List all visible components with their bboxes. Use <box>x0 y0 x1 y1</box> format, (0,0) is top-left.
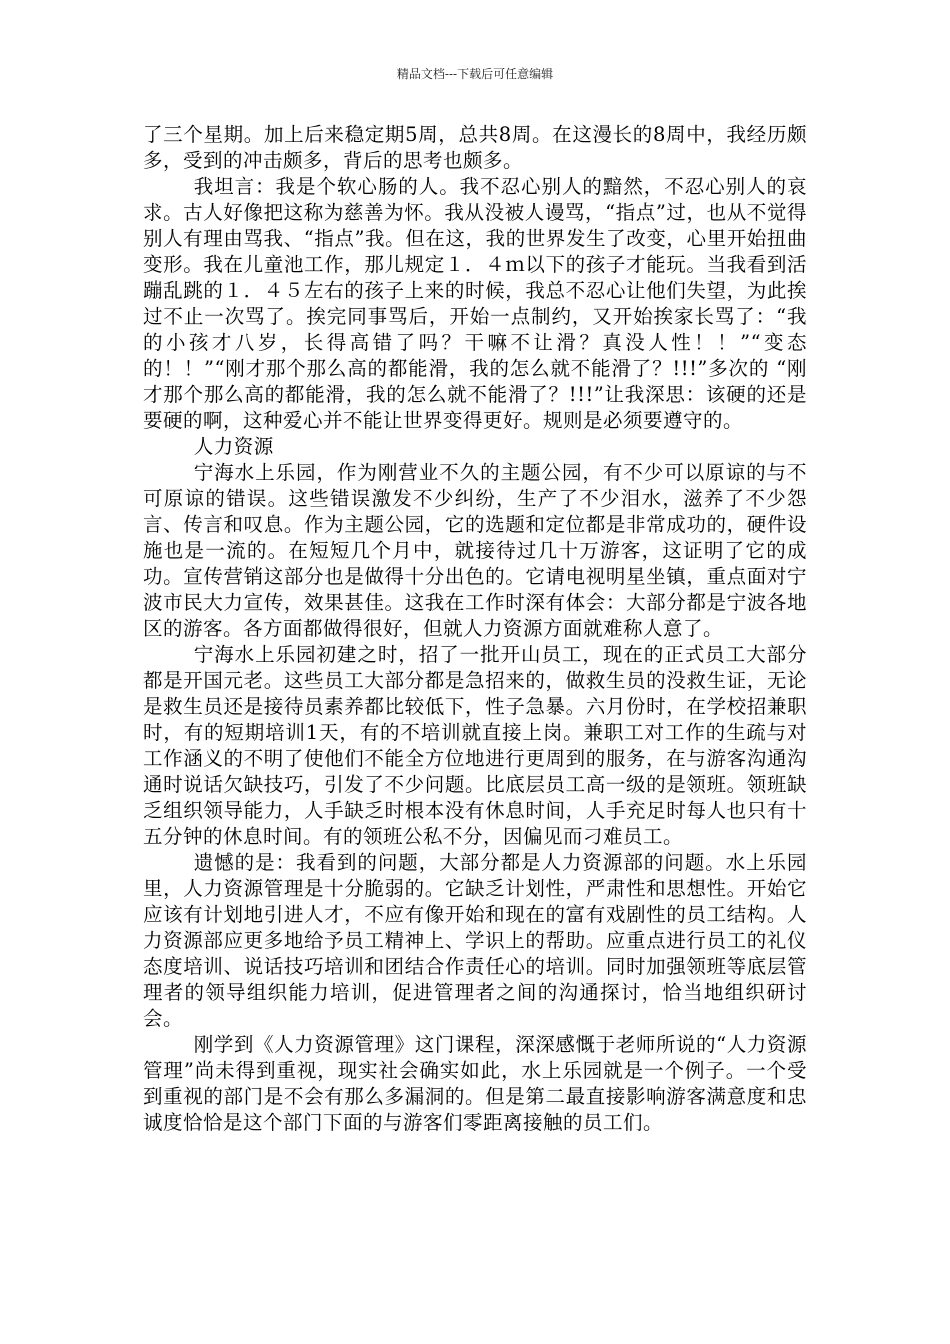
paragraph: 遗憾的是：我看到的问题，大部分都是人力资源部的问题。水上乐园里，人力资源管理是十分脆弱的。它缺乏计划性，严肃性和思想性。开始它应该有计划地引进人才，不应有像开始和现在的富有戏剧性的员工结构。人力资源部应更多地给予员工精神上、学识上的帮助。应重点进行员工的礼仪态度培训、说话技巧培训和团结合作责任心的培训。同时加强领班等底层管理者的领导组织能力培训，促进管理者之间的沟通探讨，恰当地组织研讨会。 <box>143 851 807 1030</box>
paragraph: 刚学到《人力资源管理》这门课程，深深感慨于老师所说的“人力资源管理”尚未得到重视，现实社会确实如此，水上乐园就是一个例子。一个受到重视的部门是不会有那么多漏洞的。但是第二最直接影响游客满意度和忠诚度恰恰是这个部门下面的与游客们零距离接触的员工们。 <box>143 1033 807 1134</box>
document-body <box>143 122 807 1136</box>
paragraph: 我坦言：我是个软心肠的人。我不忍心别人的黯然，不忍心别人的哀求。古人好像把这称为慈善为怀。我从没被人谩骂，“指点”过，也从不觉得别人有理由骂我、“指点”我。但在这，我的世界发生了改变，心里开始扭曲变形。我在儿童池工作，那儿规定１．４ｍ以下的孩子才能玩。当我看到活蹦乱跳的１．４５左右的孩子上来的时候，我总不忍心让他们失望，为此挨过不止一次骂了。挨完同事骂后，开始一点制约，又开始挨家长骂了：“我的小孩才八岁，长得高错了吗？干嘛不让滑？真没人性！！”“变态的！！”“刚才那个那么高的都能滑，我的怎么就不能滑了？!!!”多次的 “刚才那个那么高的都能滑，我的怎么就不能滑了？!!!”让我深思：该硬的还是要硬的啊，这种爱心并不能让世界变得更好。规则是必须要遵守的。 <box>143 175 807 432</box>
paragraph: 宁海水上乐园初建之时，招了一批开山员工，现在的正式员工大部分都是开国元老。这些员工大部分都是急招来的，做救生员的没救生证，无论是救生员还是接待员素养都比较低下，性子急暴。六月份时，在学校招兼职时，有的短期培训1天，有的不培训就直接上岗。兼职工对工作的生疏与对工作涵义的不明了使他们不能全方位地进行更周到的服务，在与游客沟通沟通时说话欠缺技巧，引发了不少问题。比底层员工高一级的是领班。领班缺乏组织领导能力，人手缺乏时根本没有休息时间，人手充足时每人也只有十五分钟的休息时间。有的领班公私不分，因偏见而刁难员工。 <box>143 643 807 848</box>
section-heading: 人力资源 <box>193 435 274 458</box>
page-header: 精品文档---下载后可任意编辑 <box>396 67 554 81</box>
paragraph: 了三个星期。加上后来稳定期5周，总共8周。在这漫长的8周中，我经历颇多，受到的冲击颇多，背后的思考也颇多。 <box>143 123 807 172</box>
paragraph: 宁海水上乐园，作为刚营业不久的主题公园，有不少可以原谅的与不可原谅的错误。这些错误激发不少纠纷，生产了不少泪水，滋养了不少怨言、传言和叹息。作为主题公园，它的选题和定位都是非常成功的，硬件设施也是一流的。在短短几个月中，就接待过几十万游客，这证明了它的成功。宣传营销这部分也是做得十分出色的。它请电视明星坐镇，重点面对宁波市民大力宣传，效果甚佳。这我在工作时深有体会：大部分都是宁波各地区的游客。各方面都做得很好，但就人力资源方面就难称人意了。 <box>143 461 807 640</box>
